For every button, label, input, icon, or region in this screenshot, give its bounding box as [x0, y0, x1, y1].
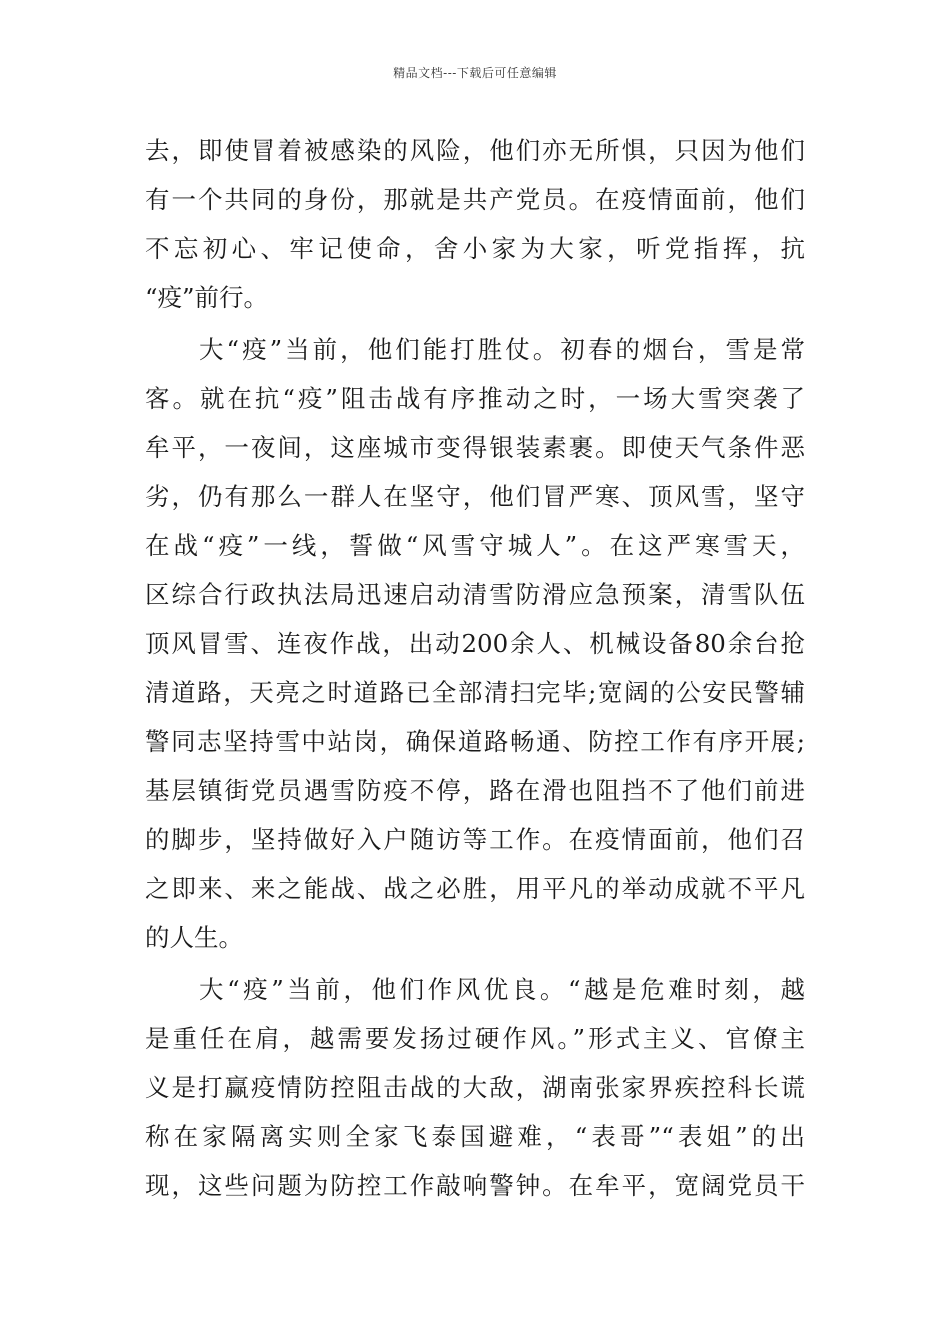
text-line: 义是打赢疫情防控阻击战的大敌，湖南张家界疾控科长谎 [145, 1073, 805, 1102]
text-line: 在战“疫”一线，誓做“风雪守城人”。在这严寒雪天， [145, 531, 805, 560]
text-line: 警同志坚持雪中站岗，确保道路畅通、防控工作有序开展; [145, 727, 805, 756]
text-line: 客。就在抗“疫”阻击战有序推动之时，一场大雪突袭了 [145, 384, 805, 413]
text-line: 区综合行政执法局迅速启动清雪防滑应急预案，清雪队伍 [145, 580, 805, 609]
text-line: 基层镇街党员遇雪防疫不停，路在滑也阻挡不了他们前进 [145, 776, 805, 805]
text-line: 现，这些问题为防控工作敲响警钟。在牟平，宽阔党员干 [145, 1171, 805, 1200]
paragraph-start-line: 大“疫”当前，他们作风优良。“越是危难时刻，越 [199, 975, 805, 1004]
text-line: 劣，仍有那么一群人在坚守，他们冒严寒、顶风雪，坚守 [145, 482, 805, 511]
page-header: 精品文档---下载后可任意编辑 [393, 66, 557, 80]
text-line: 称在家隔离实则全家飞泰国避难，“表哥”“表姐”的出 [145, 1122, 805, 1151]
paragraph-start-line: 大“疫”当前，他们能打胜仗。初春的烟台，雪是常 [199, 335, 805, 364]
text-line: 清道路，天亮之时道路已全部清扫完毕;宽阔的公安民警辅 [145, 678, 805, 707]
text-line: 之即来、来之能战、战之必胜，用平凡的举动成就不平凡 [145, 874, 805, 903]
text-line: 牟平，一夜间，这座城市变得银装素裹。即使天气条件恶 [145, 433, 805, 462]
text-line: 是重任在肩，越需要发扬过硬作风。”形式主义、官僚主 [145, 1024, 805, 1053]
text-line: 的人生。 [145, 923, 243, 952]
text-line: 的脚步，坚持做好入户随访等工作。在疫情面前，他们召 [145, 825, 805, 854]
text-line: 不忘初心、牢记使命，舍小家为大家，听党指挥，抗 [145, 234, 805, 263]
text-line: “疫”前行。 [145, 283, 269, 312]
text-line: 顶风冒雪、连夜作战，出动200余人、机械设备80余台抢 [145, 629, 805, 658]
text-line: 去，即使冒着被感染的风险，他们亦无所惧，只因为他们 [145, 136, 805, 165]
text-line: 有一个共同的身份，那就是共产党员。在疫情面前，他们 [145, 185, 805, 214]
